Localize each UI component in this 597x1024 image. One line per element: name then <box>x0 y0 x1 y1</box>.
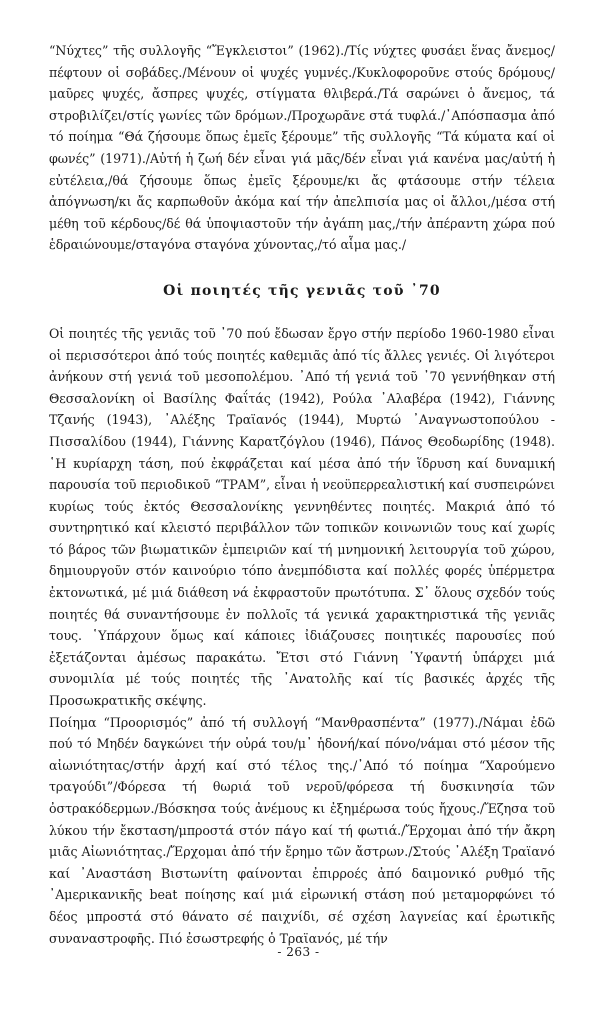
section-heading: Οἱ ποιητές τῆς γενιᾶς τοῦ ᾿70 <box>163 282 441 299</box>
page-number: - 263 - <box>277 945 320 959</box>
body-paragraph-2: Ποίημα “Προορισμός” ἀπό τή συλλογή “Μανθρασπέντα” (1977)./Νάμαι ἐδῶ πού τό Μηδέν δαγκώνει τήν οὐρά του/μ᾿ ἡδονή/καί πόνο/νάμαι στό μέσον τῆς αἰωνιότητας/στήν ἀρχή καί στό τέλος της./᾿Από τό ποίημα “Χαρούμενο τραγούδι”/Φόρεσα τή θωριά τοῦ νεροῦ/φόρεσα τή δυσκινησία τῶν ὀστρακόδερμων./Βόσκησα τούς ἀνέμους κι ἐξημέρωσα τούς ἤχους./Ἔζησα τοῦ λύκου τήν ἔκσταση/μπροστά στόν πάγο καί τή φωτιά./Ἔρχομαι ἀπό τήν ἄκρη μιᾶς Αἰωνιότητας./Ἔρχομαι ἀπό τήν ἔρημο τῶν ἄστρων./Στούς ᾿Αλέξη Τραϊανό καί ᾿Αναστάση Βιστωνίτη φαίνονται ἐπιρροές ἀπό δαιμονικό ρυθμό τῆς ᾿Αμερικανικῆς beat ποίησης καί μιά εἰρωνική στάση πού μεταμορφώνει τό δέος μπροστά στό θάνατο σέ παιχνίδι, σέ σχέση λαγνείας καί ἐρωτικῆς συναναστροφῆς. Πιό ἐσωστρεφής ὁ Τραϊανός, μέ τήν <box>49 714 555 946</box>
body-paragraph-1: Οἱ ποιητές τῆς γενιᾶς τοῦ ᾿70 πού ἔδωσαν ἔργο στήν περίοδο 1960-1980 εἶναι οἱ περισσότεροι ἀπό τούς ποιητές καθεμιᾶς ἀπό τίς ἄλλες γενιές. Οἱ λιγότεροι ἀνήκουν στή γενιά τοῦ μεσοπολέμου. ᾿Από τή γενιά τοῦ ᾿70 γεννήθηκαν στή Θεσσαλονίκη οἱ Βασίλης Φαΐτάς (1942), Ρούλα ᾿Αλαβέρα (1942), Γιάννης Τζανής (1943), ᾿Αλέξης Τραϊανός (1944), Μυρτώ ᾿Αναγνωστοπούλου - Πισσαλίδου (1944), Γιάννης Καρατζόγλου (1946), Πάνος Θεοδωρίδης (1948). ῾Η κυρίαρχη τάση, πού ἐκφράζεται καί μέσα ἀπό τήν ἵδρυση καί δυναμική παρουσία τοῦ περιοδικοῦ “ΤΡΑΜ”, εἶναι ἡ νεοϋπερρεαλιστική καί συσπειρώνει κυρίως τούς ἐκτός Θεσσαλονίκης γεννηθέντες ποιητές. Μακριά ἀπό τό συντηρητικό καί κλειστό περιβάλλον τῶν τοπικῶν κοινωνιῶν τους καί χωρίς τό βάρος τῶν βιωματικῶν ἐμπειριῶν καί τή μνημονική λειτουργία τοῦ χώρου, δημιουργοῦν στόν καινούριο τόπο ἀνεμπόδιστα καί πολλές φορές ὑπέρμετρα ἐκτονωτικά, μέ μιά διάθεση νά ἐκφραστοῦν πρωτότυπα. Σ᾿ ὅλους σχεδόν τούς ποιητές θά συναντήσουμε ἐν πολλοῖς τά γενικά χαρακτηριστικά τῆς γενιᾶς τους. ῾Υπάρχουν ὅμως καί κάποιες ἰδιάζουσες ποιητικές παρουσίες πού ἐξετάζονται ἀμέσως παρακάτω. Ἔτσι στό Γιάννη ῾Υφαντή ὑπάρχει μιά συνομιλία μέ τούς ποιητές τῆς ᾿Ανατολῆς καί τίς βασικές ἀρχές τῆς Προσωκρατικῆς σκέψης. <box>49 325 555 709</box>
intro-paragraph: “Νύχτες” τῆς συλλογῆς “Ἔγκλειστοι” (1962)./Τίς νύχτες φυσάει ἕνας ἄνεμος/πέφτουν οἱ σοβάδες./Μένουν οἱ ψυχές γυμνές./Κυκλοφοροῦνε στούς δρόμους/μαῦρες ψυχές, ἄσπρες ψυχές, στίγματα θλιβερά./Τά σαρώνει ὁ ἄνεμος, τά στροβιλίζει/στίς γωνίες τῶν δρόμων./Προχωρᾶνε στά τυφλά./᾿Απόσπασμα ἀπό τό ποίημα “Θά ζήσουμε ὅπως ἐμεῖς ξέρουμε” τῆς συλλογῆς “Τά κύματα καί οἱ φωνές” (1971)./Αὐτή ἡ ζωή δέν εἶναι γιά μᾶς/δέν εἶναι γιά κανένα μας/αὐτή ἡ εὐτέλεια,/θά ζήσουμε ὅπως ἐμεῖς ξέρουμε/κι ἄς φτάσουμε στήν τέλεια ἀπόγνωση/κι ἄς καρπωθοῦν ἀκόμα καί τήν ἀπελπισία μας οἱ ἄλλοι,/μέσα στή μέθη τοῦ κέρδους/δέ θά ὑποψιαστοῦν τήν ἀγάπη μας,/τήν ἀπέραντη χώρα πού ἑδραιώνουμε/σταγόνα σταγόνα χύνοντας,/τό αἷμα μας./ <box>49 43 555 253</box>
page-content <box>49 40 555 949</box>
